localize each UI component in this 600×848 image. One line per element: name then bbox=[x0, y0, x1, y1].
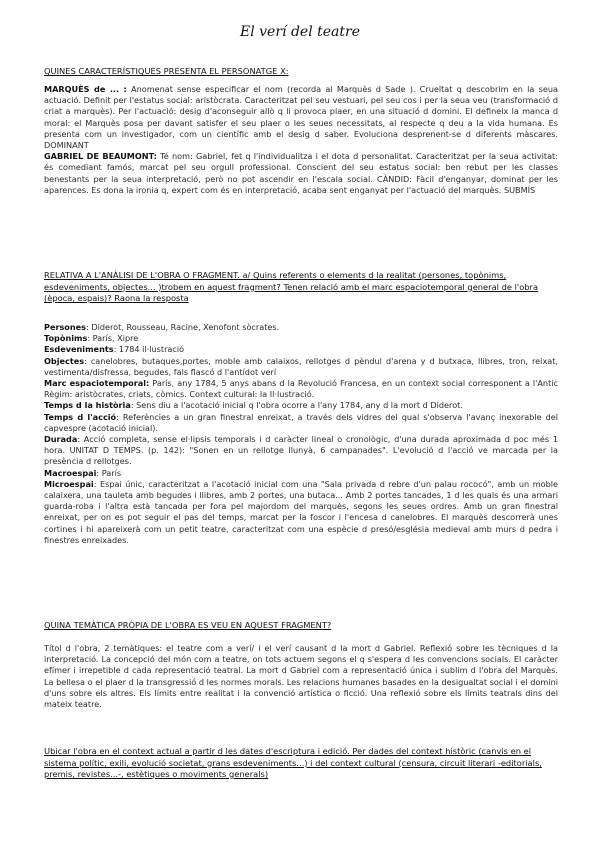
section-context bbox=[44, 746, 558, 781]
text-persones: : Diderot, Rousseau, Racine, Xenofont sòcrates. bbox=[86, 322, 280, 332]
text-temps-accio: : Referències a un gran finestral enreixat, a través dels vidres del qual s'observa l'avanç inexorable del capvespre (acotació inicial). bbox=[44, 411, 559, 433]
label-toponims: Topònims bbox=[44, 333, 88, 344]
section-heading-context: Ubicar l'obra en el context actual a partir d les dates d'escriptura i edició. Per dades del context històric (canvis en el sistema polític, exili, evolució societat, grans esdeveniments...) i del context cultural (censura, circuit literari -editorials, premis, revistes...-, estètiques o moviments generals) bbox=[44, 746, 542, 779]
label-temps-historia: Temps d la història bbox=[44, 400, 131, 411]
section-theme bbox=[44, 620, 558, 632]
label-persones: Persones bbox=[44, 322, 87, 332]
label-durada: Durada bbox=[44, 434, 78, 445]
text-toponims: : París, Xipre bbox=[87, 333, 139, 344]
text-esdeveniments: : 1784 il·lustració bbox=[113, 344, 185, 355]
paragraph-gabriel bbox=[44, 151, 558, 196]
item-persones bbox=[44, 322, 558, 333]
section-heading-analysis: RELATIVA A L'ANÀLISI DE L'OBRA O FRAGMENT. a/ Quins referents o elements d la realitat (persones, topònims, esdeveniments, objectes... )trobem en aquest fragment? Tenen relació amb el marc espaciotemporal general de l'obra (època, espais)? Raona la resposta bbox=[44, 270, 539, 303]
item-marc bbox=[44, 378, 558, 400]
text-objectes: : canelobres, butaques,portes, moble amb calaixos, rellotges d pèndul d'arena y d butxaca, llibres, tron, reixat, vestimenta/disfressa, begudes, fals flascó d l'antídot verí bbox=[44, 355, 558, 377]
text-microespai: : Espai únic, caracteritzat a l'acotació inicial com una "Sala privada d rebre d'un palau rococó", amb un moble calaixera, una tauleta amb begudes i llibres, amb 2 portes, una butaca... Amb 2 portes tancades, 1 d les quals és una armari guarda-roba i l'altra està tancada per fora pel majordom del marquès, segons les seues ordres. Amb un gran finestral enreixat, per on es pot seguir el pas del temps, marcat per la foscor i l'encesa d canelobres. El marquès descorrerà unes cortines i hi apareixerà com un petit teatre, caracteritzat com una espècie d presó/església medieval amb murs d pedra i finestres enreixades. bbox=[44, 478, 558, 545]
text-gabriel: Té nom: Gabriel, fet q l'individualitza i el dota d personalitat. Caracteritzat per la seua activitat: és comediant famós, marcat pel seu orgull professional. Conscient del seu estatus social: ben rebut per les classes benestants per la seua interpretació, però no pot ascendir en l'escala social. CÀNDID: Fàcil d'enganyar, dominat per les aparences. Es dona la ironia q, expert com és en interpretació, acaba sent enganyat per l'actuació del marquès. SUBMÍS bbox=[44, 151, 558, 195]
text-marc: París, any 1784, 5 anys abans d la Revolució Francesa, en un context social corresponent a l'Antic Règim: aristòcrates, criats, còmics. Context cultural: la Il·lustració. bbox=[44, 378, 558, 400]
label-macroespai: Macroespai bbox=[44, 467, 97, 478]
section-heading-theme: QUINA TEMÀTICA PRÒPIA DE L'OBRA ES VEU EN AQUEST FRAGMENT? bbox=[44, 620, 332, 630]
item-temps-historia bbox=[44, 400, 558, 411]
section-analysis bbox=[44, 270, 558, 305]
paragraph-theme: Títol d l'obra, 2 temàtiques: el teatre com a verí/ i el verí causant d la mort d Gabriel. Reflexió sobre les tècniques d la interpretació. La concepció del món com a teatre, on tots actuem segons el q s'espera d les convencions socials. El caràcter efímer i irrepetible d cada representació teatral. La mort d Gabriel com a representació única i sublim d l'obra del Marquès. La bellesa o el plaer d la transgressió d les normes morals. Les relacions humanes basades en la desigualtat social i el domini d'uns sobre els altres. Els límits entre realitat i la convenció artística o ficció. Una reflexió sobre els límits teatrals dins del mateix teatre. bbox=[44, 643, 558, 710]
item-esdeveniments bbox=[44, 344, 558, 355]
section-characters bbox=[44, 66, 558, 78]
document-title: El verí del teatre bbox=[240, 24, 360, 40]
item-temps-accio bbox=[44, 412, 558, 434]
item-toponims bbox=[44, 333, 558, 344]
label-microespai: Microespai bbox=[44, 478, 94, 489]
paragraph-marques bbox=[44, 84, 558, 151]
text-marques: Anomenat sense especificar el nom (recorda al Marquès d Sade ). Crueltat q descobrim en la seua actuació. Definit per l'estatus social: aristòcrata. Caracteritzat pel seu vestuari, pel seu cos i per la seua veu (transformació d criat a marquès). Per l'actuació: desig d'aconseguir allò q li provoca plaer, en una situació d domini. El defineix la manca d moral: el Marquès posa per davant satisfer el seu plaer o les seues necessitats, al respecte q deu a la vida humana. Es presenta com un investigador, com un científic amb el desig d saber. Evoluciona desprenent-se d diferents màscares. DOMINANT bbox=[44, 84, 559, 151]
text-macroespai: : París bbox=[96, 467, 122, 478]
label-objectes: Objectes bbox=[44, 355, 85, 366]
label-esdeveniments: Esdeveniments bbox=[44, 344, 114, 355]
item-objectes bbox=[44, 356, 558, 378]
item-microespai bbox=[44, 479, 558, 546]
label-gabriel: GABRIEL DE BEAUMONT: bbox=[44, 151, 157, 162]
characters-body bbox=[44, 84, 558, 196]
theme-body bbox=[44, 643, 558, 710]
label-marques: MARQUÈS de ... : bbox=[44, 84, 127, 94]
text-temps-historia: : Sens diu a l'acotació inicial q l'obra ocorre a l'any 1784, any d la mort d Diderot. bbox=[130, 400, 463, 411]
label-temps-accio: Temps d l'acció bbox=[44, 411, 117, 422]
label-marc: Marc espaciotemporal: bbox=[44, 378, 150, 389]
analysis-body bbox=[44, 322, 558, 546]
section-heading-characters: QUINES CARACTERÍSTIQUES PRESENTA EL PERSONATGE X: bbox=[44, 66, 289, 76]
item-durada bbox=[44, 434, 558, 468]
item-macroespai bbox=[44, 468, 558, 479]
text-durada: : Acció completa, sense el·lipsis temporals i d caràcter lineal o cronològic, d'una durada aproximada d poc més 1 hora. UNITAT D TEMPS. (p. 142): "Sonen en un rellotge llunyà, 6 campanades". L'evolució d l'acció ve marcada per la presència d rellotges. bbox=[44, 434, 558, 467]
